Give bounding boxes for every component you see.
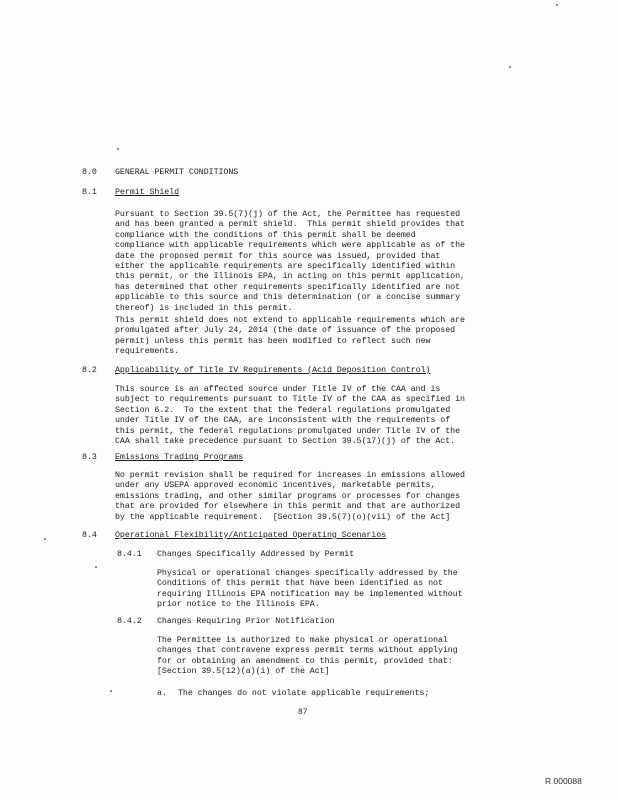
section-heading: Operational Flexibility/Anticipated Operating Scenarios bbox=[115, 531, 387, 540]
section-heading: Permit Shield bbox=[115, 188, 180, 197]
section-heading: Emissions Trading Programs bbox=[115, 453, 244, 462]
section-heading: GENERAL PERMIT CONDITIONS bbox=[115, 168, 239, 177]
scan-speck bbox=[556, 4, 558, 6]
bates-number: R 000088 bbox=[545, 776, 582, 786]
subsection-heading: Changes Requiring Prior Notification bbox=[157, 617, 335, 626]
list-item-label: a. bbox=[157, 689, 167, 698]
subsection-number: 8.4.1 bbox=[117, 550, 142, 559]
section-number: 8.1 bbox=[82, 188, 97, 197]
page-number: 87 bbox=[298, 708, 308, 717]
list-item-text: The changes do not violate applicable requirements; bbox=[178, 689, 430, 698]
section-number: 8.3 bbox=[82, 453, 97, 462]
section-number: 8.0 bbox=[82, 168, 97, 177]
section-number: 8.4 bbox=[82, 531, 97, 540]
section-number: 8.2 bbox=[82, 366, 97, 375]
subsection-heading: Changes Specifically Addressed by Permit bbox=[157, 550, 355, 559]
scan-speck bbox=[44, 538, 46, 540]
scan-speck bbox=[95, 566, 97, 568]
section-heading: Applicability of Title IV Requirements (Acid Deposition Control) bbox=[115, 366, 431, 375]
subsection-number: 8.4.2 bbox=[117, 617, 142, 626]
scan-speck bbox=[110, 690, 112, 692]
scan-speck bbox=[117, 148, 119, 150]
paragraph: Pursuant to Section 39.5(7)(j) of the Act, the Permittee has requested and has been granted a permit shield. This permit shield provides that compliance with the conditions of this permit shall be deemed compliance with applicable requirements which were applicable as of the date the proposed permit for this source was issued, provided that either the applicable requirements are specifically identified within this permit, or the Illinois EPA, in acting on this permit application, has determined that other requirements specifically identified are not applicable to this source and this determination (or a concise summary thereof) is included in this permit. bbox=[115, 210, 465, 313]
scan-speck bbox=[509, 66, 511, 68]
paragraph: This source is an affected source under Title IV of the CAA and is subject to requirements pursuant to Title IV of the CAA as specified in Section 6.2. To the extent that the federal regulations promulgated under Title IV of the CAA, are inconsistent with the requirements of this permit, the federal regulations promulgated under Title IV of the CAA shall take precedence pursuant to Section 39.5(17)(j) of the Act. bbox=[115, 385, 465, 447]
paragraph: No permit revision shall be required for increases in emissions allowed under any USEPA approved economic incentives, marketable permits, emissions trading, and other similar programs or processes for changes that are provided for elsewhere in this permit and that are authorized by the applicable requirement. [Section 39.5(7)(o)(vii) of the Act] bbox=[115, 471, 465, 522]
paragraph: This permit shield does not extend to applicable requirements which are promulgated after July 24, 2014 (the date of issuance of the proposed permit) unless this permit has been modified to reflect such new requirements. bbox=[115, 316, 465, 357]
paragraph: Physical or operational changes specifically addressed by the Conditions of this permit that have been identified as not requiring Illinois EPA notification may be implemented without prior notice to the Illinois EPA. bbox=[157, 569, 463, 610]
paragraph: The Permittee is authorized to make physical or operational changes that contravene express permit terms without applying for or obtaining an amendment to this permit, provided that: [Section 39.5(12)(a)(i) of the Act] bbox=[157, 636, 458, 677]
